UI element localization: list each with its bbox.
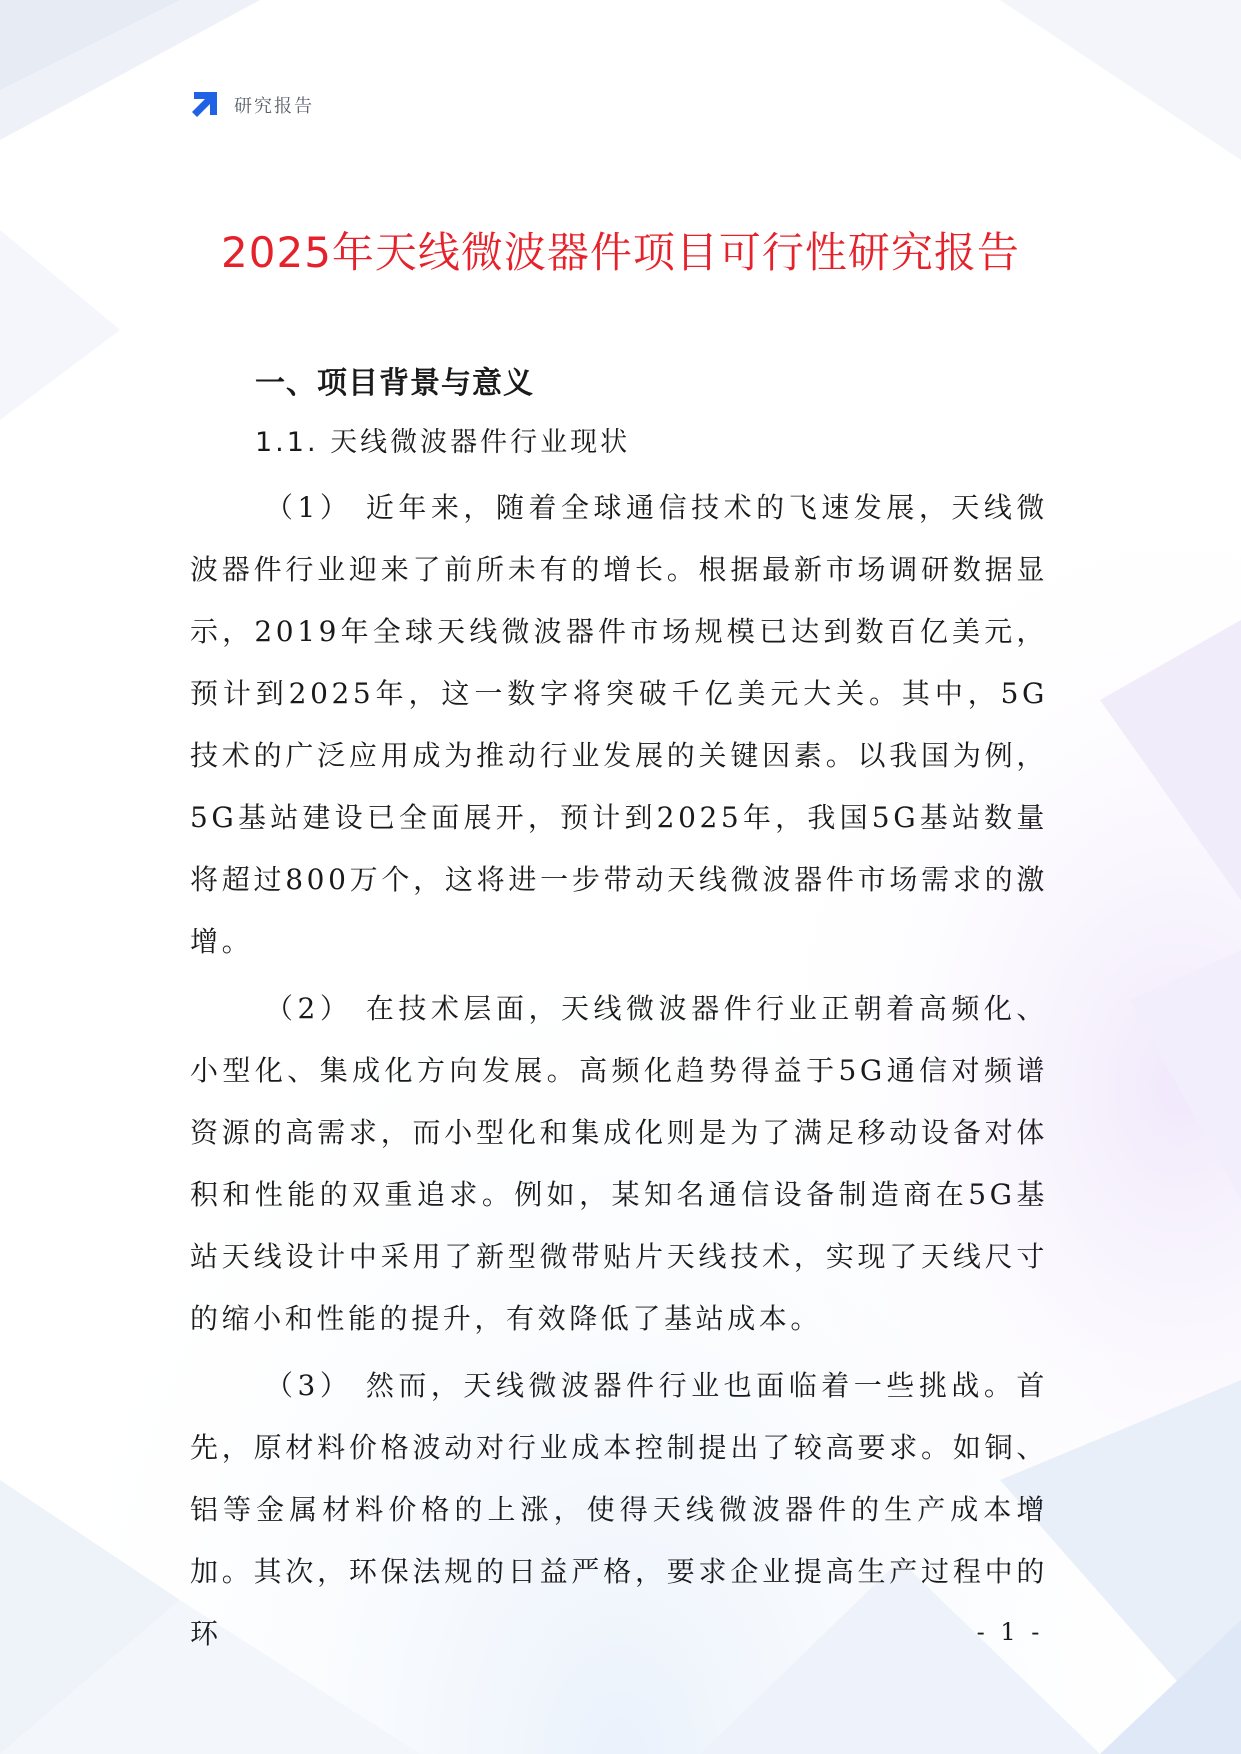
arrow-up-right-icon (188, 89, 220, 121)
document-body (190, 477, 1048, 1670)
paragraph: （1） 近年来，随着全球通信技术的飞速发展，天线微波器件行业迎来了前所未有的增长。根据最新市场调研数据显示，2019年全球天线微波器件市场规模已达到数百亿美元，预计到2025年，这一数字将突破千亿美元大关。其中，5G技术的广泛应用成为推动行业发展的关键因素。以我国为例，5G基站建设已全面展开，预计到2025年，我国5G基站数量将超过800万个，这将进一步带动天线微波器件市场需求的激增。 (190, 491, 1048, 958)
page-number: - 1 - (976, 1618, 1044, 1646)
header-label: 研究报告 (234, 96, 314, 117)
section-heading: 一、项目背景与意义 (255, 366, 534, 401)
paragraph: （2） 在技术层面，天线微波器件行业正朝着高频化、小型化、集成化方向发展。高频化趋势得益于5G通信对频谱资源的高需求，而小型化和集成化则是为了满足移动设备对体积和性能的双重追求。例如，某知名通信设备制造商在5G基站天线设计中采用了新型微带贴片天线技术，实现了天线尺寸的缩小和性能的提升，有效降低了基站成本。 (190, 992, 1048, 1335)
report-header (188, 88, 314, 122)
document-title: 2025年天线微波器件项目可行性研究报告 (221, 228, 1020, 277)
subsection-heading: 1.1. 天线微波器件行业现状 (255, 427, 631, 458)
paragraph: （3） 然而，天线微波器件行业也面临着一些挑战。首先，原材料价格波动对行业成本控制提出了较高要求。如铜、铝等金属材料价格的上涨，使得天线微波器件的生产成本增加。其次，环保法规的日益严格，要求企业提高生产过程中的环 (190, 1369, 1048, 1650)
